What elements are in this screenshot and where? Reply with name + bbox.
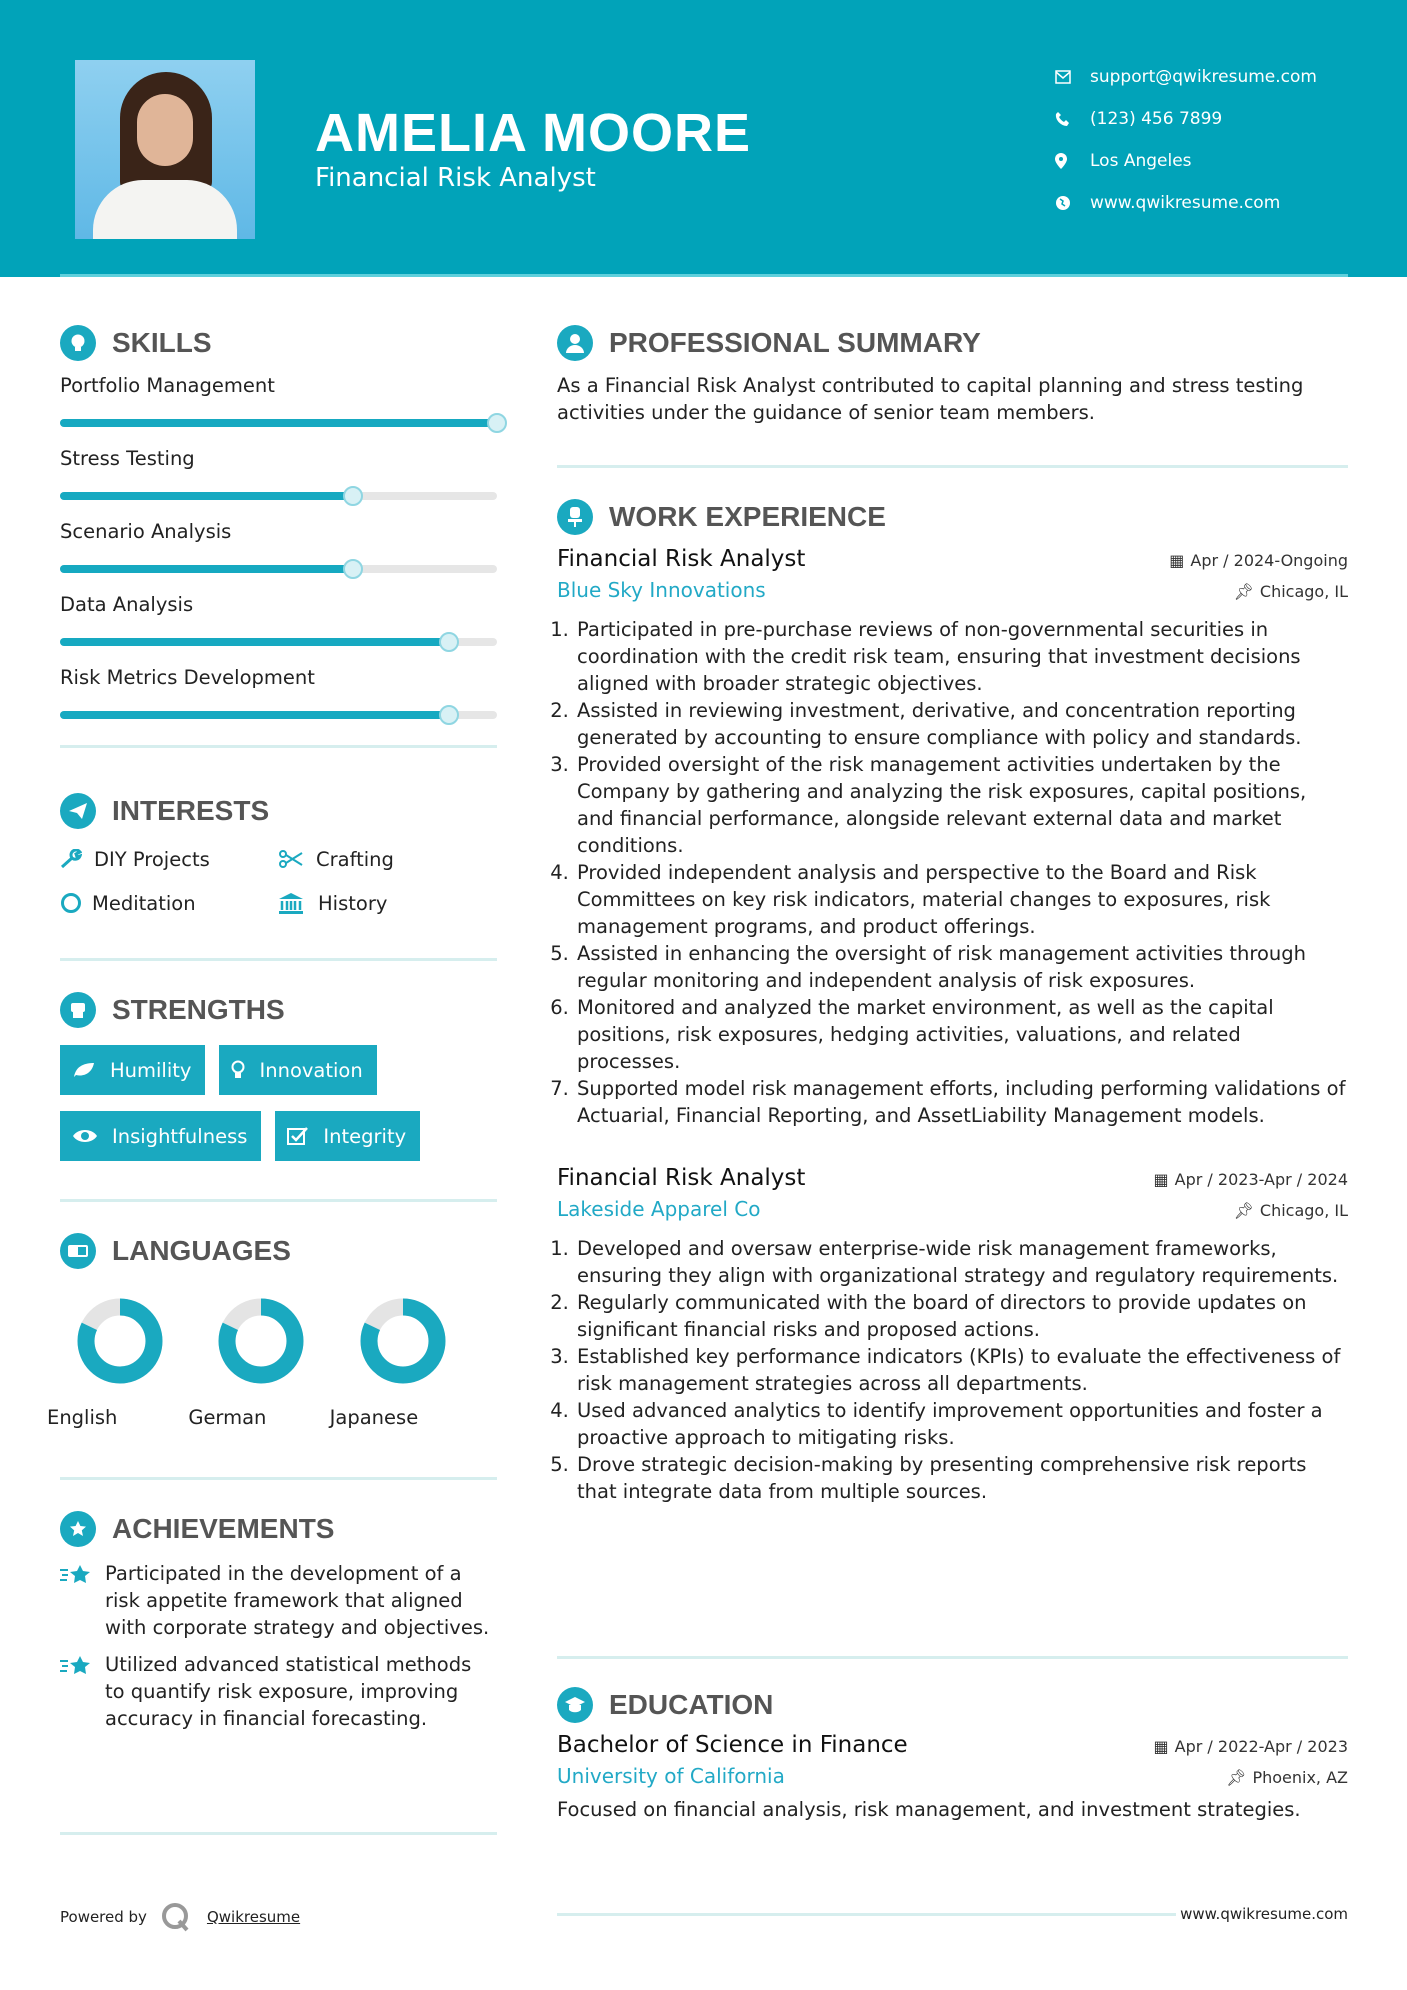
contact-text: (123) 456 7899 — [1090, 109, 1223, 129]
language-item — [329, 1294, 497, 1429]
section-title: SKILLS — [112, 327, 212, 358]
section-divider — [557, 465, 1348, 468]
section-divider — [60, 958, 497, 961]
section-heading — [60, 1230, 497, 1272]
date-text: Apr / 2024-Ongoing — [1190, 551, 1348, 570]
job-bullets — [575, 616, 1348, 1129]
job-title: Financial Risk Analyst — [557, 546, 806, 572]
skill-label: Risk Metrics Development — [60, 666, 315, 689]
date-text: Apr / 2023-Apr / 2024 — [1174, 1170, 1348, 1189]
section-divider — [60, 1199, 497, 1202]
strength-tag — [219, 1045, 376, 1095]
lightbulb-icon — [60, 325, 96, 361]
section-title: INTERESTS — [112, 795, 270, 826]
section-divider — [60, 1832, 497, 1835]
location-text: Chicago, IL — [1259, 1201, 1348, 1220]
language-donut — [356, 1294, 450, 1388]
footer-site-link[interactable]: www.qwikresume.com — [1180, 1905, 1348, 1923]
section-divider — [557, 1656, 1348, 1659]
achievements-section — [60, 1508, 497, 1732]
footer-site — [557, 1905, 1348, 1923]
skill-label: Portfolio Management — [60, 374, 275, 397]
profile-photo — [75, 60, 255, 239]
footer-divider — [557, 1913, 1176, 1916]
contact-text: support@qwikresume.com — [1090, 67, 1317, 87]
language-label: Japanese — [329, 1406, 419, 1429]
star-icon — [60, 1511, 96, 1547]
section-divider — [60, 1477, 497, 1480]
section-heading — [557, 322, 1348, 364]
job-bullet: 3. Provided oversight of the risk management activities undertaken by the Company by gathering and analyzing the risk exposures, capital positions, and financial performance, alongside relevant external data and market conditions. — [575, 751, 1348, 859]
job-bullet: 6. Monitored and analyzed the market environment, as well as the capital positions, risk exposures, hedging activities, valuations, and related processes. — [575, 994, 1348, 1075]
pin-icon: 📌︎ — [1226, 1768, 1247, 1787]
section-heading — [60, 1508, 497, 1550]
strength-tag — [275, 1111, 420, 1161]
envelope-icon — [1055, 70, 1090, 84]
strength-label: Innovation — [259, 1058, 363, 1082]
contact-email[interactable] — [1055, 56, 1317, 98]
job-entry — [557, 1165, 1348, 1505]
strength-tag — [60, 1045, 205, 1095]
language-donut — [73, 1294, 167, 1388]
interest-label: DIY Projects — [94, 847, 210, 871]
summary-text: As a Financial Risk Analyst contributed to capital planning and stress testing activities under the guidance of senior team members. — [557, 374, 1304, 424]
interests-section — [60, 790, 497, 918]
job-bullet: 4. Provided independent analysis and perspective to the Board and Risk Committees on key risk indicators, material changes to exposures, risk management programs, and product offerings. — [575, 859, 1348, 940]
bank-icon — [278, 892, 318, 914]
job-title: Financial Risk Analyst — [557, 1165, 806, 1191]
achievement-text: Utilized advanced statistical methods to quantify risk exposure, improving accuracy in financial forecasting. — [105, 1653, 472, 1730]
school-name: University of California — [557, 1764, 785, 1788]
skill-label: Stress Testing — [60, 447, 195, 470]
candidate-name: AMELIA MOORE — [315, 103, 751, 163]
candidate-role: Financial Risk Analyst — [315, 163, 596, 193]
section-title: LANGUAGES — [112, 1235, 291, 1266]
skills-section — [60, 322, 497, 719]
job-location — [1234, 1201, 1348, 1220]
achievement-item — [60, 1651, 497, 1732]
skill-bar — [60, 419, 497, 427]
location-text: Chicago, IL — [1259, 582, 1348, 601]
section-title: STRENGTHS — [112, 994, 285, 1025]
skill-bar — [60, 711, 497, 719]
language-donut — [214, 1294, 308, 1388]
fist-icon — [60, 992, 96, 1028]
interest-label: Meditation — [92, 891, 196, 915]
contact-list — [1055, 56, 1317, 224]
degree-title: Bachelor of Science in Finance — [557, 1732, 908, 1758]
skill-bar-knob — [439, 632, 459, 652]
skill-bar-fill — [60, 419, 497, 427]
skill-bar-fill — [60, 638, 449, 646]
user-icon — [557, 325, 593, 361]
date-text: Apr / 2022-Apr / 2023 — [1174, 1737, 1348, 1756]
skill-bar — [60, 638, 497, 646]
chair-icon — [557, 499, 593, 535]
right-column — [557, 322, 1348, 1821]
interest-item — [60, 844, 278, 874]
section-heading — [557, 1684, 1348, 1726]
footer-powered-by — [60, 1902, 300, 1932]
contact-text: Los Angeles — [1090, 151, 1192, 171]
powered-by-text: Powered by — [60, 1908, 147, 1926]
section-title: PROFESSIONAL SUMMARY — [609, 327, 981, 358]
interest-label: Crafting — [316, 847, 394, 871]
skill-bar-knob — [439, 705, 459, 725]
job-location — [1234, 582, 1348, 601]
skill-bar-fill — [60, 492, 353, 500]
skill-bar-knob — [343, 559, 363, 579]
resume-header — [0, 0, 1407, 277]
contact-location — [1055, 140, 1317, 182]
header-divider — [60, 274, 1348, 277]
job-bullet: 2. Regularly communicated with the board of directors to provide updates on significant financial risks and proposed actions. — [575, 1289, 1348, 1343]
skill-bar-fill — [60, 565, 353, 573]
phone-icon — [1055, 111, 1090, 127]
lightbulb-icon — [231, 1060, 245, 1080]
skill-bar-knob — [343, 486, 363, 506]
section-title: EDUCATION — [609, 1689, 774, 1720]
contact-phone[interactable] — [1055, 98, 1317, 140]
language-label: English — [47, 1406, 118, 1429]
pin-icon: 📌︎ — [1233, 582, 1254, 601]
job-bullet: 2. Assisted in reviewing investment, derivative, and concentration reporting generated by accounting to ensure compliance with policy and standards. — [575, 697, 1348, 751]
pin-icon: 📌︎ — [1233, 1201, 1254, 1220]
interest-item — [278, 888, 497, 918]
globe-icon — [1055, 195, 1090, 211]
job-bullet: 3. Established key performance indicators (KPIs) to evaluate the effectiveness of risk management strategies across all departments. — [575, 1343, 1348, 1397]
eye-icon — [72, 1128, 98, 1144]
achievement-text: Participated in the development of a risk appetite framework that aligned with corporate strategy and objectives. — [105, 1562, 490, 1639]
summary-section — [557, 322, 1348, 426]
interest-item — [60, 888, 278, 918]
company-name: Blue Sky Innovations — [557, 578, 766, 602]
section-heading — [60, 790, 497, 832]
left-column — [47, 322, 497, 1732]
strength-label: Integrity — [323, 1124, 407, 1148]
calendar-icon: ▦ — [1153, 1737, 1169, 1756]
skill-bar-fill — [60, 711, 449, 719]
section-title: ACHIEVEMENTS — [112, 1513, 335, 1544]
skill-item — [60, 447, 497, 500]
job-bullet: 5. Assisted in enhancing the oversight of risk management activities through regular monitoring and independent analysis of risk exposures. — [575, 940, 1348, 994]
job-bullet: 5. Drove strategic decision-making by presenting comprehensive risk reports that integrate data from multiple sources. — [575, 1451, 1348, 1505]
section-title: WORK EXPERIENCE — [609, 501, 886, 532]
job-bullets — [575, 1235, 1348, 1505]
skill-item — [60, 520, 497, 573]
job-date — [1169, 551, 1348, 570]
section-heading — [557, 496, 1348, 538]
graduation-icon — [557, 1687, 593, 1723]
scissors-icon — [278, 850, 316, 868]
job-bullet: 1. Participated in pre-purchase reviews of non-governmental securities in coordination with the credit risk team, ensuring that investment decisions aligned with broader strategic objectives. — [575, 616, 1348, 697]
job-bullet: 4. Used advanced analytics to identify improvement opportunities and foster a proactive approach to mitigating risks. — [575, 1397, 1348, 1451]
skill-item — [60, 593, 497, 646]
qwikresume-logo-icon — [161, 1902, 191, 1932]
job-bullet: 7. Supported model risk management efforts, including performing validations of Actuarial, Financial Reporting, and AssetLiability Management models. — [575, 1075, 1348, 1129]
calendar-icon: ▦ — [1153, 1170, 1169, 1189]
strength-label: Humility — [110, 1058, 192, 1082]
skill-bar — [60, 492, 497, 500]
education-location — [1226, 1768, 1348, 1787]
section-heading — [60, 322, 497, 364]
job-date — [1154, 1170, 1348, 1189]
skill-item — [60, 666, 497, 719]
shooting-star-icon — [60, 1651, 105, 1732]
interest-item — [278, 844, 497, 874]
contact-text: www.qwikresume.com — [1090, 193, 1281, 213]
skill-bar-knob — [487, 413, 507, 433]
job-bullet: 1. Developed and oversaw enterprise-wide risk management frameworks, ensuring they align with organizational strategy and regulatory requirements. — [575, 1235, 1348, 1289]
experience-section — [557, 496, 1348, 1505]
check-square-icon — [287, 1126, 309, 1146]
leaf-icon — [72, 1061, 96, 1079]
contact-website[interactable] — [1055, 182, 1317, 224]
skill-item — [60, 374, 497, 427]
shooting-star-icon — [60, 1560, 105, 1641]
education-date — [1154, 1737, 1348, 1756]
skill-label: Data Analysis — [60, 593, 194, 616]
company-name: Lakeside Apparel Co — [557, 1197, 761, 1221]
section-divider — [60, 745, 497, 748]
circle-icon — [60, 892, 92, 914]
achievement-item — [60, 1560, 497, 1641]
calendar-icon: ▦ — [1169, 551, 1185, 570]
education-text: Focused on financial analysis, risk management, and investment strategies. — [557, 1798, 1301, 1821]
location-text: Phoenix, AZ — [1252, 1768, 1348, 1787]
strength-tag — [60, 1111, 261, 1161]
strength-label: Insightfulness — [112, 1124, 248, 1148]
interest-label: History — [318, 891, 388, 915]
brand-link[interactable]: Qwikresume — [206, 1908, 301, 1926]
education-section — [557, 1684, 1348, 1823]
language-label: German — [188, 1406, 267, 1429]
section-heading — [60, 989, 497, 1031]
skill-bar — [60, 565, 497, 573]
job-entry — [557, 546, 1348, 1129]
paper-plane-icon — [60, 793, 96, 829]
map-pin-icon — [1055, 153, 1090, 169]
strengths-section — [60, 989, 497, 1161]
skill-label: Scenario Analysis — [60, 520, 232, 543]
wrench-icon — [60, 849, 94, 869]
languages-section — [47, 1230, 497, 1429]
translate-icon — [60, 1233, 96, 1269]
